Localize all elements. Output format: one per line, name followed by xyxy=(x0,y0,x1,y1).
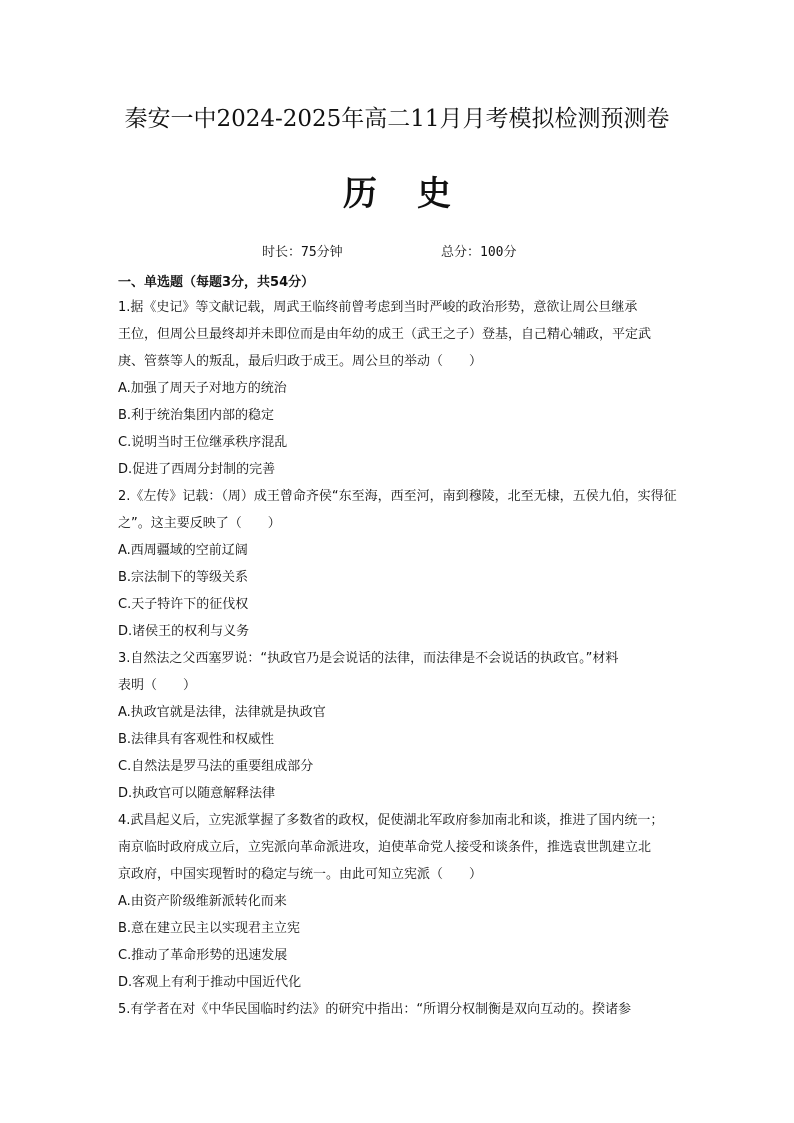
question-stem-line: 5.有学者在对《中华民国临时约法》的研究中指出：“所谓分权制衡是双向互动的。揆诸参 xyxy=(118,1002,632,1017)
option-c: C.说明当时王位继承秩序混乱 xyxy=(118,435,288,450)
option-c: C.推动了革命形势的迅速发展 xyxy=(118,948,288,963)
question-5 xyxy=(118,996,678,1023)
question-4 xyxy=(118,807,678,996)
option-a: A.执政官就是法律，法律就是执政官 xyxy=(118,705,326,720)
question-stem-line: 3.自然法之父西塞罗说：“执政官乃是会说话的法律，而法律是不会说话的执政官。”材料 xyxy=(118,651,619,666)
question-body xyxy=(118,272,678,1023)
option-b: B.宗法制下的等级关系 xyxy=(118,570,249,585)
question-stem-line: 4.武昌起义后，立宪派掌握了多数省的政权，促使湖北军政府参加南北和谈，推进了国内统一； xyxy=(118,813,664,828)
option-d: D.客观上有利于推动中国近代化 xyxy=(118,975,302,990)
option-b: B.法律具有客观性和权威性 xyxy=(118,732,275,747)
question-stem-line: 京政府，中国实现暂时的稳定与统一。由此可知立宪派（ ） xyxy=(118,867,483,882)
question-stem-line: 之”。这主要反映了（ ） xyxy=(118,516,281,531)
question-stem-line: 表明（ ） xyxy=(118,678,197,693)
question-3 xyxy=(118,645,678,807)
option-a: A.加强了周天子对地方的统治 xyxy=(118,381,287,396)
duration-label: 时长：75分钟 xyxy=(262,245,343,260)
total-score-label: 总分：100分 xyxy=(441,245,517,260)
question-stem-line: 庚、管蔡等人的叛乱，最后归政于成王。周公旦的举动（ ） xyxy=(118,354,483,369)
section-heading: 一、单选题（每题3分，共54分） xyxy=(118,275,315,290)
exam-title: 秦安一中2024-2025年高二11月月考模拟检测预测卷 xyxy=(124,106,670,132)
question-stem-line: 南京临时政府成立后，立宪派向革命派进攻，迫使革命党人接受和谈条件，推选袁世凯建立北 xyxy=(118,840,652,855)
question-1 xyxy=(118,294,678,483)
option-c: C.自然法是罗马法的重要组成部分 xyxy=(118,759,314,774)
option-c: C.天子特许下的征伐权 xyxy=(118,597,249,612)
question-stem-line: 1.据《史记》等文献记载，周武王临终前曾考虑到当时严峻的政治形势，意欲让周公旦继承 xyxy=(118,300,638,315)
question-stem-line: 2.《左传》记载：（周）成王曾命齐侯“东至海，西至河，南到穆陵，北至无棣，五侯九伯，实得征 xyxy=(118,489,677,504)
option-b: B.意在建立民主以实现君主立宪 xyxy=(118,921,301,936)
option-d: D.执政官可以随意解释法律 xyxy=(118,786,276,801)
question-stem-line: 王位，但周公旦最终却并未即位而是由年幼的成王（武王之子）登基，自己精心辅政，平定武 xyxy=(118,327,652,342)
option-a: A.西周疆域的空前辽阔 xyxy=(118,543,248,558)
option-d: D.诸侯王的权利与义务 xyxy=(118,624,250,639)
subject-title: 历史 xyxy=(343,174,491,214)
option-a: A.由资产阶级维新派转化而来 xyxy=(118,894,287,909)
question-2 xyxy=(118,483,678,645)
option-b: B.利于统治集团内部的稳定 xyxy=(118,408,275,423)
option-d: D.促进了西周分封制的完善 xyxy=(118,462,276,477)
